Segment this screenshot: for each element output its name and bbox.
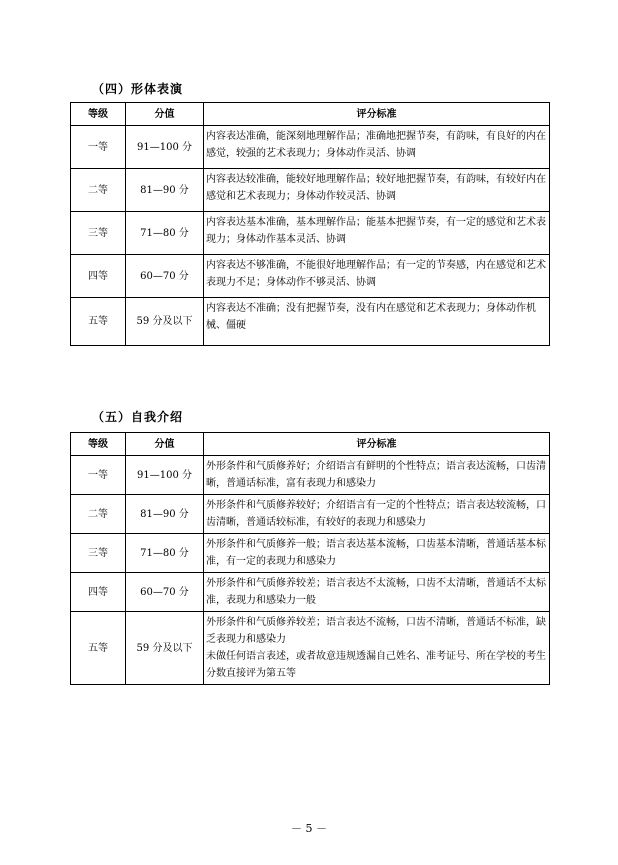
table-row xyxy=(71,169,550,212)
header-score: 分值 xyxy=(126,103,204,126)
grade-criteria xyxy=(204,126,550,169)
table-row xyxy=(71,573,550,612)
grade-score: 71—80 分 xyxy=(126,534,204,573)
grade-score: 59 分及以下 xyxy=(126,612,204,685)
header-score: 分值 xyxy=(126,433,204,456)
grade-criteria xyxy=(204,298,550,346)
grade-criteria xyxy=(204,212,550,255)
grade-score: 81—90 分 xyxy=(126,495,204,534)
grade-criteria xyxy=(204,573,550,612)
criteria-text: 外形条件和气质修养一般；语言表达基本流畅，口齿基本清晰，普通话基本标准，有一定的表现力和感染力 xyxy=(206,539,546,567)
section-title-self-introduction: （五）自我介绍 xyxy=(92,410,184,424)
criteria-text: 外形条件和气质修养较好；介绍语言有一定的个性特点；语言表达较流畅，口齿清晰，普通话较标准，有较好的表现力和感染力 xyxy=(206,500,546,528)
grade-score: 91—100 分 xyxy=(126,456,204,495)
criteria-text: 内容表达较准确，能较好地理解作品；较好地把握节奏，有韵味，有较好内在感觉和艺术表现力；身体动作较灵活、协调 xyxy=(206,174,546,202)
grade-level: 一等 xyxy=(71,456,126,495)
grade-score: 60—70 分 xyxy=(126,255,204,298)
grading-table-self-introduction xyxy=(70,432,550,685)
criteria-text: 外形条件和气质修养较差；语言表达不流畅，口齿不清晰，普通话不标准，缺乏表现力和感染力 xyxy=(206,617,546,645)
table-row xyxy=(71,495,550,534)
grade-criteria xyxy=(204,255,550,298)
grade-level: 二等 xyxy=(71,169,126,212)
header-criteria: 评分标准 xyxy=(204,103,550,126)
criteria-text: 内容表达不够准确，不能很好地理解作品；有一定的节奏感，内在感觉和艺术表现力不足；身体动作不够灵活、协调 xyxy=(206,260,546,288)
grade-score: 71—80 分 xyxy=(126,212,204,255)
table-row xyxy=(71,534,550,573)
grade-level: 一等 xyxy=(71,126,126,169)
criteria-text: 外形条件和气质修养好；介绍语言有鲜明的个性特点；语言表达流畅，口齿清晰，普通话标准，富有表现力和感染力 xyxy=(206,461,546,489)
grade-criteria xyxy=(204,495,550,534)
grade-score: 81—90 分 xyxy=(126,169,204,212)
grade-score: 59 分及以下 xyxy=(126,298,204,346)
grade-level: 四等 xyxy=(71,573,126,612)
criteria-text: 内容表达准确，能深刻地理解作品；准确地把握节奏，有韵味，有良好的内在感觉，较强的艺术表现力；身体动作灵活、协调 xyxy=(206,131,546,159)
table-row xyxy=(71,126,550,169)
criteria-text: 内容表达不准确；没有把握节奏，没有内在感觉和艺术表现力；身体动作机械、僵硬 xyxy=(206,303,536,331)
header-level: 等级 xyxy=(71,103,126,126)
grade-criteria xyxy=(204,612,550,685)
page-number: － 5 － xyxy=(291,822,327,835)
grade-level: 四等 xyxy=(71,255,126,298)
table-row xyxy=(71,612,550,685)
grade-level: 三等 xyxy=(71,534,126,573)
header-criteria: 评分标准 xyxy=(204,433,550,456)
table-row xyxy=(71,298,550,346)
grade-criteria xyxy=(204,456,550,495)
criteria-text: 内容表达基本准确，基本理解作品；能基本把握节奏，有一定的感觉和艺术表现力；身体动作基本灵活、协调 xyxy=(206,217,546,245)
header-level: 等级 xyxy=(71,433,126,456)
table-row xyxy=(71,212,550,255)
table-row xyxy=(71,255,550,298)
table-header-row xyxy=(71,433,550,456)
grade-level: 二等 xyxy=(71,495,126,534)
grade-level: 五等 xyxy=(71,298,126,346)
grade-criteria xyxy=(204,169,550,212)
grade-level: 三等 xyxy=(71,212,126,255)
table-row xyxy=(71,456,550,495)
table-header-row xyxy=(71,103,550,126)
section-title-performance: （四）形体表演 xyxy=(92,82,184,96)
criteria-text: 未做任何语言表述，或者故意违规透漏自己姓名、准考证号、所在学校的考生分数直接评为第五等 xyxy=(206,651,546,679)
grade-score: 91—100 分 xyxy=(126,126,204,169)
grade-score: 60—70 分 xyxy=(126,573,204,612)
grading-table-performance xyxy=(70,102,550,346)
criteria-text: 外形条件和气质修养较差；语言表达不太流畅，口齿不太清晰，普通话不太标准，表现力和感染力一般 xyxy=(206,578,546,606)
grade-level: 五等 xyxy=(71,612,126,685)
grade-criteria xyxy=(204,534,550,573)
